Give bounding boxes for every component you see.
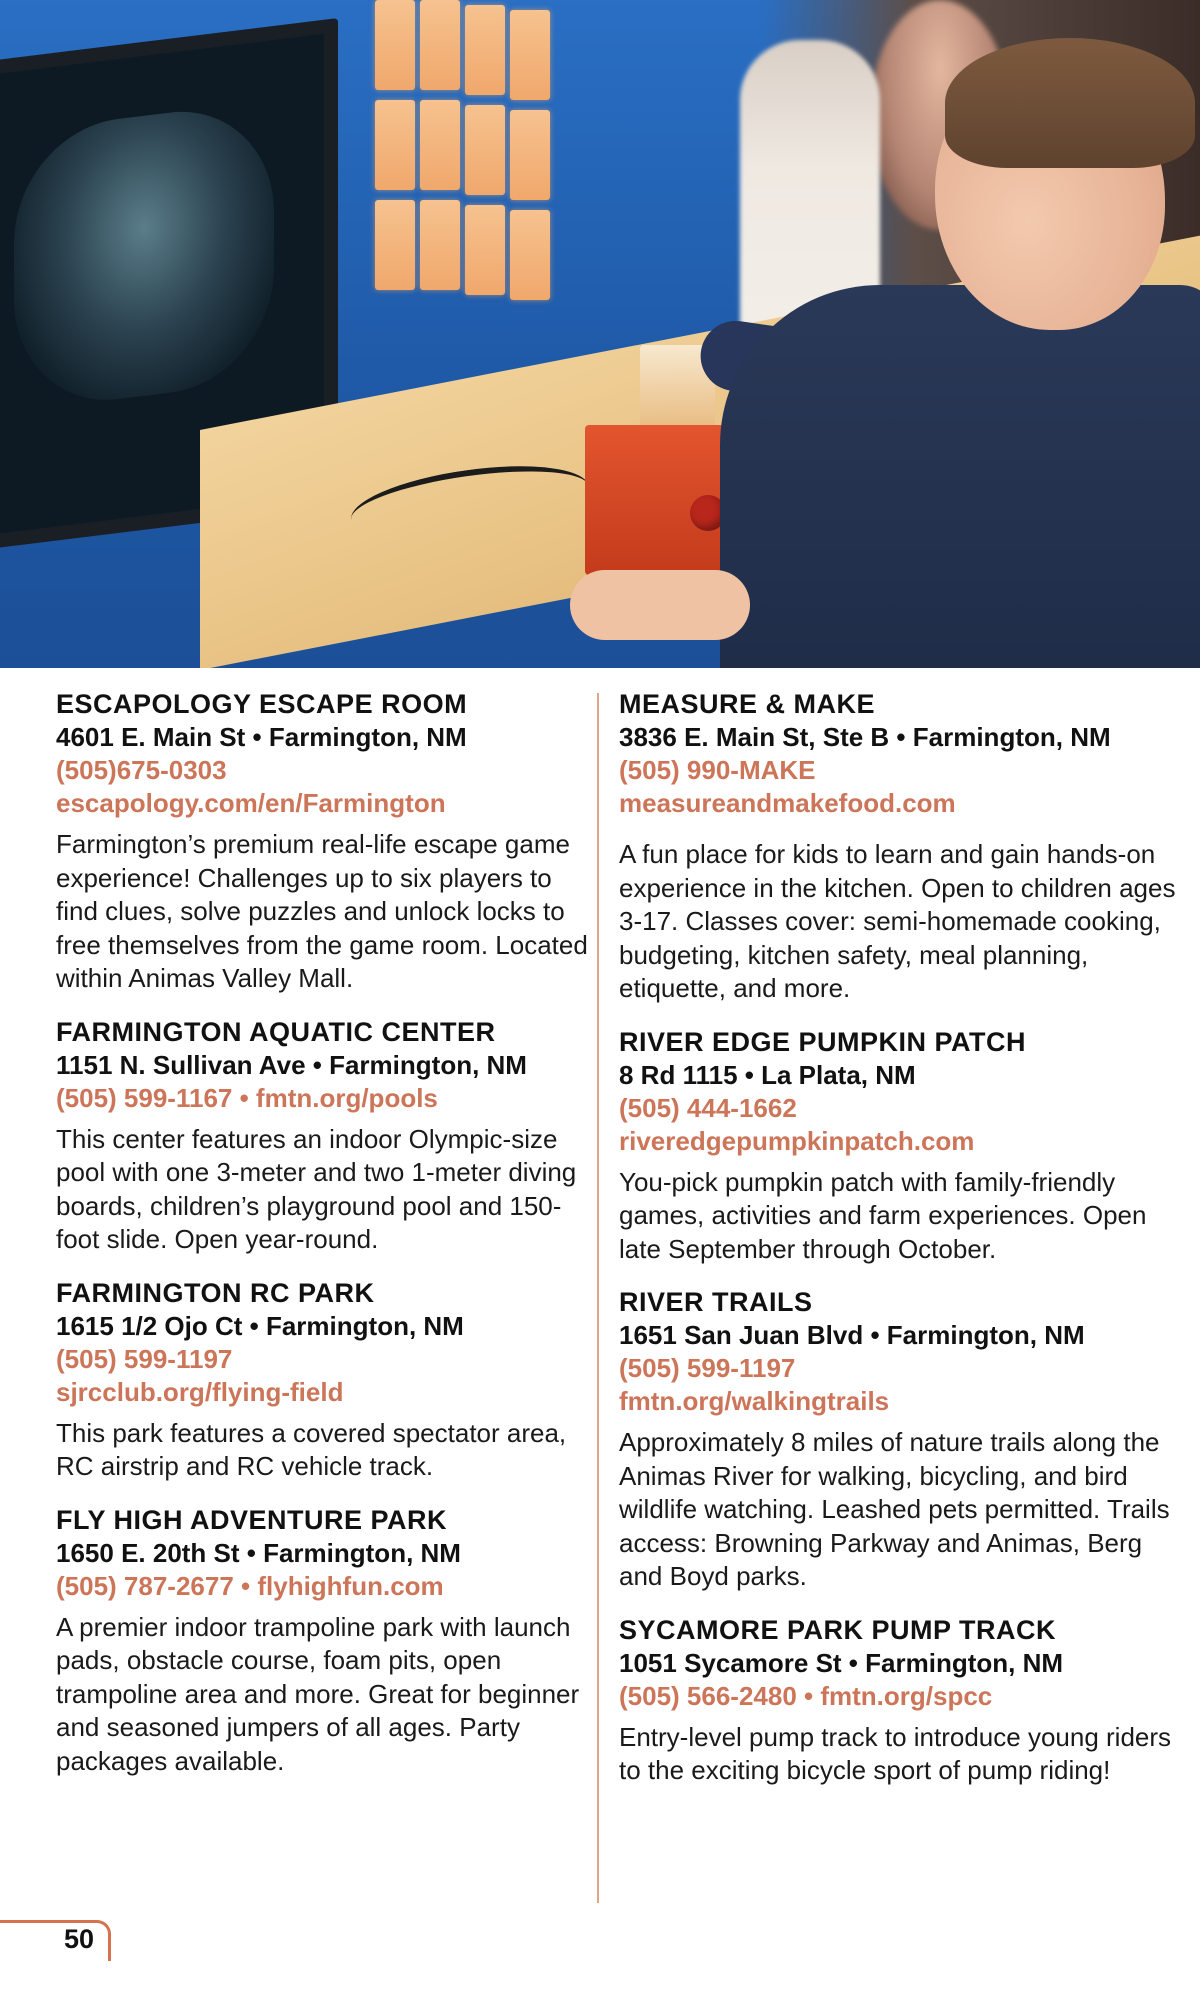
listing-contact[interactable]: (505) 599-1167 • fmtn.org/pools bbox=[56, 1082, 438, 1113]
lit-tiles bbox=[375, 0, 575, 360]
listing-website[interactable]: escapology.com/en/Farmington bbox=[56, 788, 446, 818]
listing-contact[interactable]: (505) 787-2677 • flyhighfun.com bbox=[56, 1570, 444, 1601]
listing-pump-track bbox=[619, 1614, 1179, 1788]
listing-website[interactable]: fmtn.org/walkingtrails bbox=[619, 1386, 890, 1416]
listing-name: ESCAPOLOGY ESCAPE ROOM bbox=[56, 689, 468, 719]
page-number: 50 bbox=[64, 1924, 95, 1954]
listing-aquatic-center bbox=[56, 1016, 596, 1257]
left-column bbox=[56, 688, 596, 1798]
listing-description: Farmington’s premium real-life escape game experience! Challenges up to six players to find clues, solve puzzles and unlock locks to free themselves from the game room. Located within Animas Valley Mall. bbox=[56, 829, 588, 993]
listing-website[interactable]: riveredgepumpkinpatch.com bbox=[619, 1125, 975, 1156]
listing-phone[interactable]: (505)675-0303 bbox=[56, 755, 227, 785]
right-column bbox=[619, 688, 1179, 1808]
boy-hair bbox=[945, 38, 1195, 168]
listing-rc-park bbox=[56, 1277, 596, 1484]
listing-address: 1051 Sycamore St • Farmington, NM bbox=[619, 1647, 1064, 1678]
listing-measure-make bbox=[619, 688, 1179, 1006]
listing-phone[interactable]: (505) 444-1662 bbox=[619, 1092, 797, 1123]
listing-description: Approximately 8 miles of nature trails along the Animas River for walking, bicycling, and bird wildlife watching. Leashed pets permitted. Trails access: Browning Parkway and Animas, Berg and Boyd parks. bbox=[619, 1427, 1170, 1591]
hero-photo bbox=[0, 0, 1200, 668]
listing-address: 1151 N. Sullivan Ave • Farmington, NM bbox=[56, 1049, 527, 1080]
listing-phone[interactable]: (505) 990-MAKE bbox=[619, 755, 816, 785]
listing-name: FLY HIGH ADVENTURE PARK bbox=[56, 1504, 448, 1535]
column-divider bbox=[597, 693, 599, 1903]
listing-pumpkin-patch bbox=[619, 1026, 1179, 1267]
listing-name: FARMINGTON RC PARK bbox=[56, 1277, 375, 1308]
listing-river-trails bbox=[619, 1286, 1179, 1594]
listing-address: 1650 E. 20th St • Farmington, NM bbox=[56, 1537, 461, 1568]
listing-description: This center features an indoor Olympic-size pool with one 3-meter and two 1-meter diving boards, children’s playground pool and 150-foot slide. Open year-round. bbox=[56, 1123, 577, 1254]
listing-description: A fun place for kids to learn and gain hands-on experience in the kitchen. Open to children ages 3-17. Classes cover: semi-homemade cooking, budgeting, kitchen safety, meal planning, etiquette, and more. bbox=[619, 839, 1176, 1003]
listing-name: RIVER TRAILS bbox=[619, 1287, 813, 1317]
listing-address: 1651 San Juan Blvd • Farmington, NM bbox=[619, 1320, 1085, 1350]
boy-body bbox=[720, 285, 1200, 668]
listing-fly-high bbox=[56, 1504, 596, 1779]
listing-address: 4601 E. Main St • Farmington, NM bbox=[56, 722, 467, 752]
listing-name: MEASURE & MAKE bbox=[619, 689, 876, 719]
listing-name: FARMINGTON AQUATIC CENTER bbox=[56, 1016, 496, 1047]
listing-contact[interactable]: (505) 566-2480 • fmtn.org/spcc bbox=[619, 1680, 993, 1711]
listing-phone[interactable]: (505) 599-1197 bbox=[619, 1353, 796, 1383]
boy-hand bbox=[570, 570, 750, 640]
listing-description: This park features a covered spectator area, RC airstrip and RC vehicle track. bbox=[56, 1417, 567, 1481]
listing-name: RIVER EDGE PUMPKIN PATCH bbox=[619, 1026, 1027, 1057]
listing-website[interactable]: measureandmakefood.com bbox=[619, 788, 956, 818]
listing-description: A premier indoor trampoline park with launch pads, obstacle course, foam pits, open trampoline area and more. Great for beginner and seasoned jumpers of all ages. Party packages available. bbox=[56, 1611, 580, 1776]
listing-website[interactable]: sjrcclub.org/flying-field bbox=[56, 1376, 344, 1407]
listing-name: SYCAMORE PARK PUMP TRACK bbox=[619, 1614, 1057, 1645]
listing-address: 1615 1/2 Ojo Ct • Farmington, NM bbox=[56, 1310, 464, 1341]
listing-description: You-pick pumpkin patch with family-friendly games, activities and farm experiences. Open late September through October. bbox=[619, 1166, 1147, 1264]
listing-address: 3836 E. Main St, Ste B • Farmington, NM bbox=[619, 722, 1111, 752]
listing-description: Entry-level pump track to introduce young riders to the exciting bicycle sport of pump riding! bbox=[619, 1721, 1172, 1785]
listing-escapology bbox=[56, 688, 596, 996]
page-number-bracket bbox=[0, 1920, 111, 1961]
listing-phone[interactable]: (505) 599-1197 bbox=[56, 1343, 233, 1374]
listing-address: 8 Rd 1115 • La Plata, NM bbox=[619, 1059, 916, 1090]
